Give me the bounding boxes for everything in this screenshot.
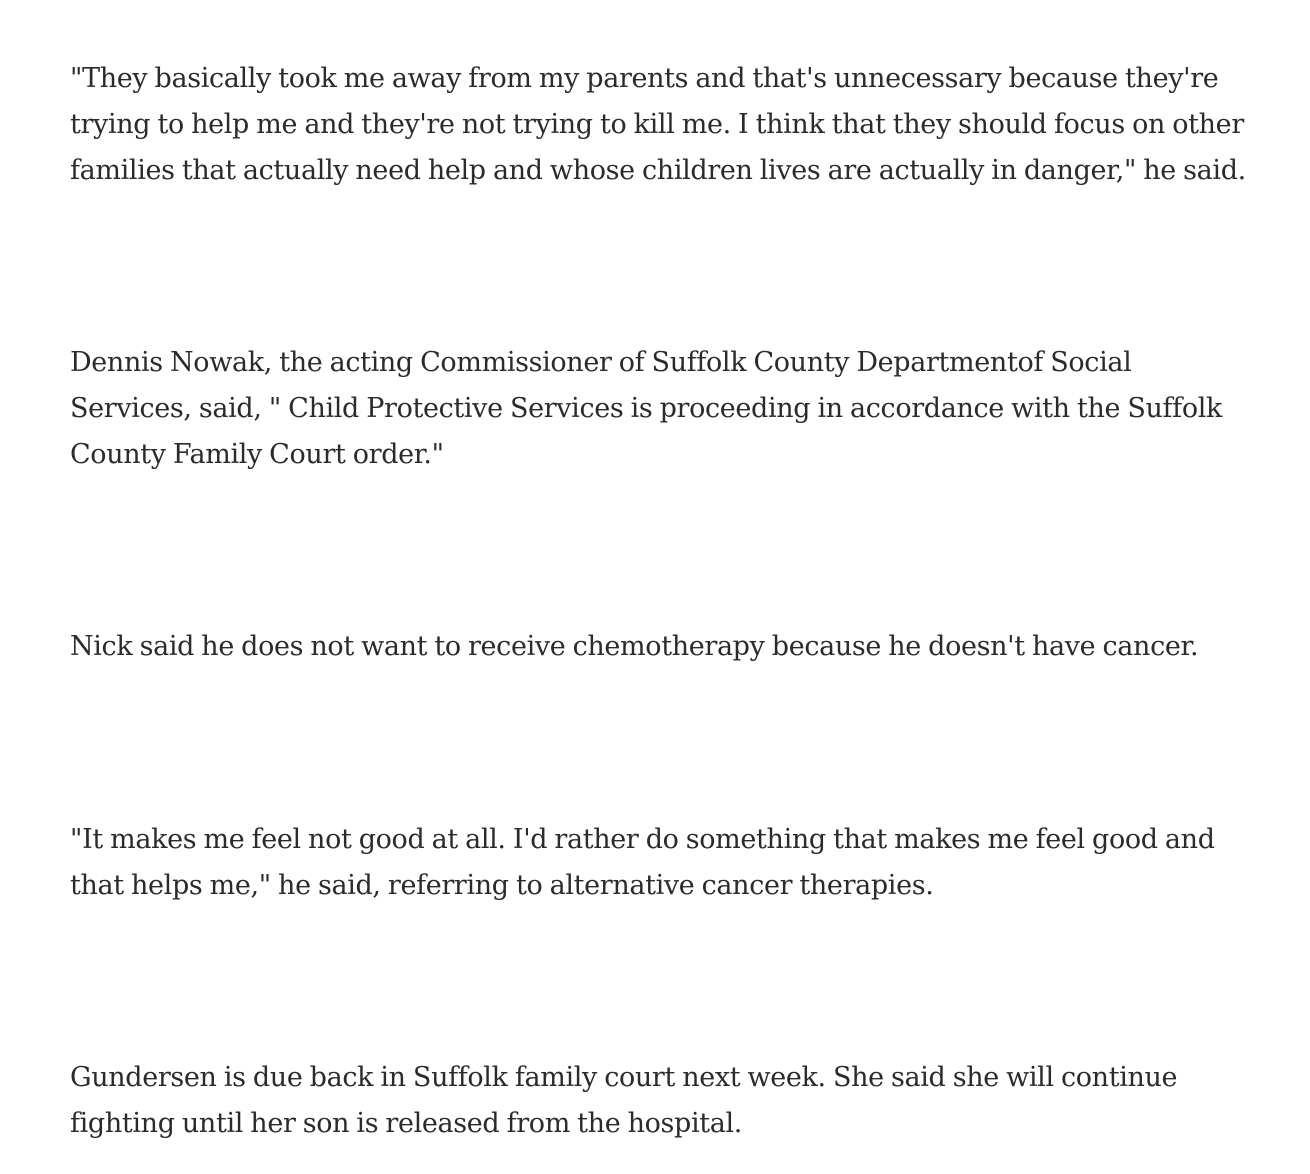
article-paragraph-commissioner-statement: Dennis Nowak, the acting Commissioner of Suffolk County Departmentof Social Services, said, " Child Protective Services is proceeding in accordance with the Suffolk County Family Court order." (70, 347, 1223, 470)
article-paragraph-court-date: Gundersen is due back in Suffolk family court next week. She said she will continue fighting until her son is released from the hospital. (70, 1062, 1178, 1139)
article-paragraph-quote-removal: "They basically took me away from my parents and that's unnecessary because they're trying to help me and they're not trying to kill me. I think that they should focus on other families that actually need help and whose children lives are actually in danger," he said. (70, 63, 1246, 186)
article-paragraph-chemotherapy: Nick said he does not want to receive chemotherapy because he doesn't have cancer. (70, 631, 1199, 662)
article-paragraph-quote-feelings: "It makes me feel not good at all. I'd rather do something that makes me feel good and that helps me," he said, referring to alternative cancer therapies. (70, 824, 1215, 901)
